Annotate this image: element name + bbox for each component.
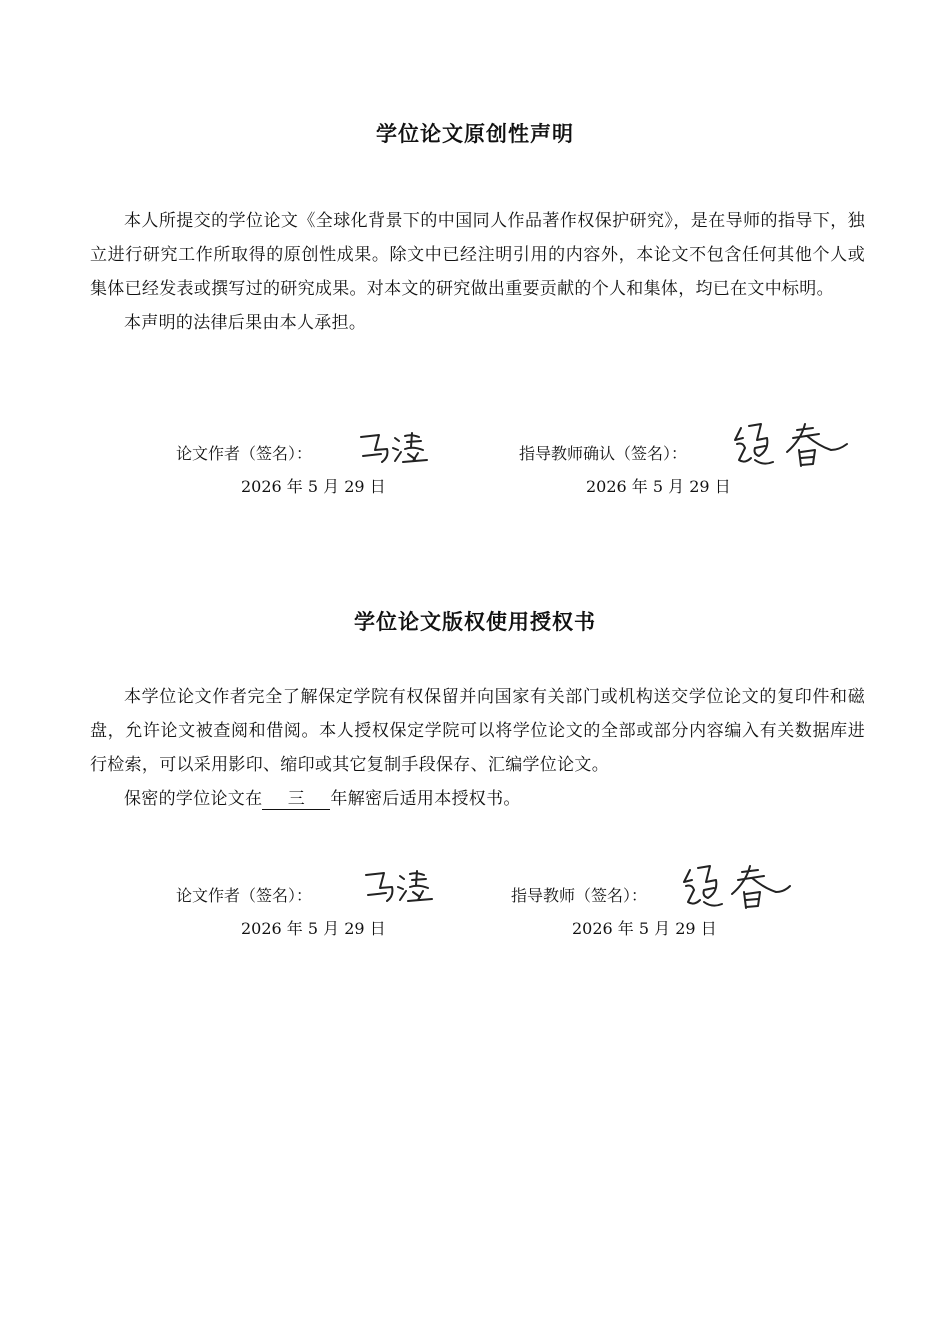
confidential-suffix: 年解密后适用本授权书。 — [330, 789, 521, 809]
originality-advisor-date: 2026 年 5 月 29 日 — [586, 477, 731, 496]
originality-author-signature — [355, 428, 435, 466]
copyright-advisor-date: 2026 年 5 月 29 日 — [572, 919, 717, 938]
originality-paragraph-1: 本人所提交的学位论文《全球化背景下的中国同人作品著作权保护研究》，是在导师的指导下，独立进行研究工作所取得的原创性成果。除文中已经注明引用的内容外，本论文不包含任何其他个人或集体已经发表或撰写过的研究成果。对本文的研究做出重要贡献的个人和集体，均已在文中标明。 — [90, 211, 865, 299]
originality-body — [90, 204, 865, 340]
originality-title: 学位论文原创性声明 — [376, 122, 574, 146]
originality-author-signature-label: 论文作者（签名）： — [176, 444, 313, 463]
originality-paragraph-2: 本声明的法律后果由本人承担。 — [124, 313, 367, 333]
copyright-author-date: 2026 年 5 月 29 日 — [241, 919, 386, 938]
copyright-author-signature — [360, 866, 440, 906]
confidential-prefix: 保密的学位论文在 — [124, 789, 263, 809]
confidential-years-field: 三 — [262, 789, 330, 810]
originality-author-date: 2026 年 5 月 29 日 — [241, 477, 386, 496]
copyright-advisor-signature-label: 指导教师（签名）： — [511, 886, 648, 905]
confidential-clause — [90, 782, 865, 816]
originality-advisor-signature — [727, 420, 857, 472]
originality-advisor-signature-label: 指导教师确认（签名）： — [519, 444, 688, 463]
copyright-paragraph-1: 本学位论文作者完全了解保定学院有权保留并向国家有关部门或机构送交学位论文的复印件和磁盘，允许论文被查阅和借阅。本人授权保定学院可以将学位论文的全部或部分内容编入有关数据库进行检索，可以采用影印、缩印或其它复制手段保存、汇编学位论文。 — [90, 687, 865, 775]
copyright-author-signature-label: 论文作者（签名）： — [176, 886, 313, 905]
copyright-advisor-signature — [676, 862, 796, 914]
copyright-title: 学位论文版权使用授权书 — [354, 610, 596, 634]
copyright-body — [90, 680, 865, 816]
